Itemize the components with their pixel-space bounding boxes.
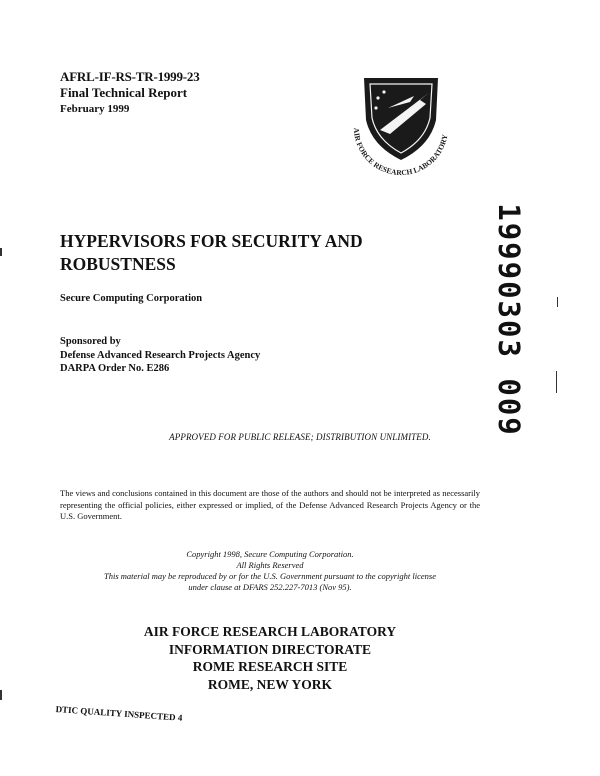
copyright-line: Copyright 1998, Secure Computing Corporation. <box>186 549 354 559</box>
accession-number-text: 19990303 009 <box>492 203 527 437</box>
release-statement: APPROVED FOR PUBLIC RELEASE; DISTRIBUTION UNLIMITED. <box>169 432 431 442</box>
copyright-rights: All Rights Reserved <box>236 560 304 570</box>
report-title: HYPERVISORS FOR SECURITY AND ROBUSTNESS <box>60 231 363 274</box>
sponsor-agency: Defense Advanced Research Projects Agency <box>60 349 261 361</box>
scan-edge-mark <box>556 371 557 393</box>
issuer-location: ROME, NEW YORK <box>207 676 333 692</box>
issuer-laboratory: AIR FORCE RESEARCH LABORATORY <box>143 624 397 639</box>
logo-caption: AIR FORCE RESEARCH LABORATORY <box>351 127 450 178</box>
sponsor-block <box>60 335 260 376</box>
darpa-order-number: DARPA Order No. E286 <box>60 363 170 374</box>
scan-edge-mark <box>0 248 2 256</box>
shield-star <box>374 106 377 109</box>
report-date: February 1999 <box>60 103 130 115</box>
accession-number <box>465 203 553 437</box>
contractor-name: Secure Computing Corporation <box>60 293 203 304</box>
report-type: Final Technical Report <box>60 85 188 100</box>
sponsor-label: Sponsored by <box>60 336 121 347</box>
disclaimer-paragraph: The views and conclusions contained in this document are those of the authors and should not be interpreted as necessarily representing the official policies, either expressed or implied, of the Defense Advanced Research Projects Agency or the U.S. Government. <box>60 488 480 521</box>
dtic-quality-stamp: DTIC QUALITY INSPECTED 4 <box>55 704 183 723</box>
copyright-license: This material may be reproduced by or for the U.S. Government pursuant to the copyright license <box>104 571 436 581</box>
shield-star <box>376 96 379 99</box>
issuer-directorate: INFORMATION DIRECTORATE <box>168 641 372 657</box>
copyright-clause: under clause at DFARS 252.227-7013 (Nov 95). <box>188 582 352 592</box>
issuer-site: ROME RESEARCH SITE <box>192 659 348 674</box>
report-number: AFRL-IF-RS-TR-1999-23 <box>60 69 200 84</box>
air-force-research-laboratory-shield-icon <box>340 70 462 180</box>
copyright-block <box>70 549 470 593</box>
shield-star <box>382 90 385 93</box>
scan-edge-mark <box>557 297 558 307</box>
issuing-organization <box>0 623 540 693</box>
scan-edge-mark <box>0 690 2 700</box>
